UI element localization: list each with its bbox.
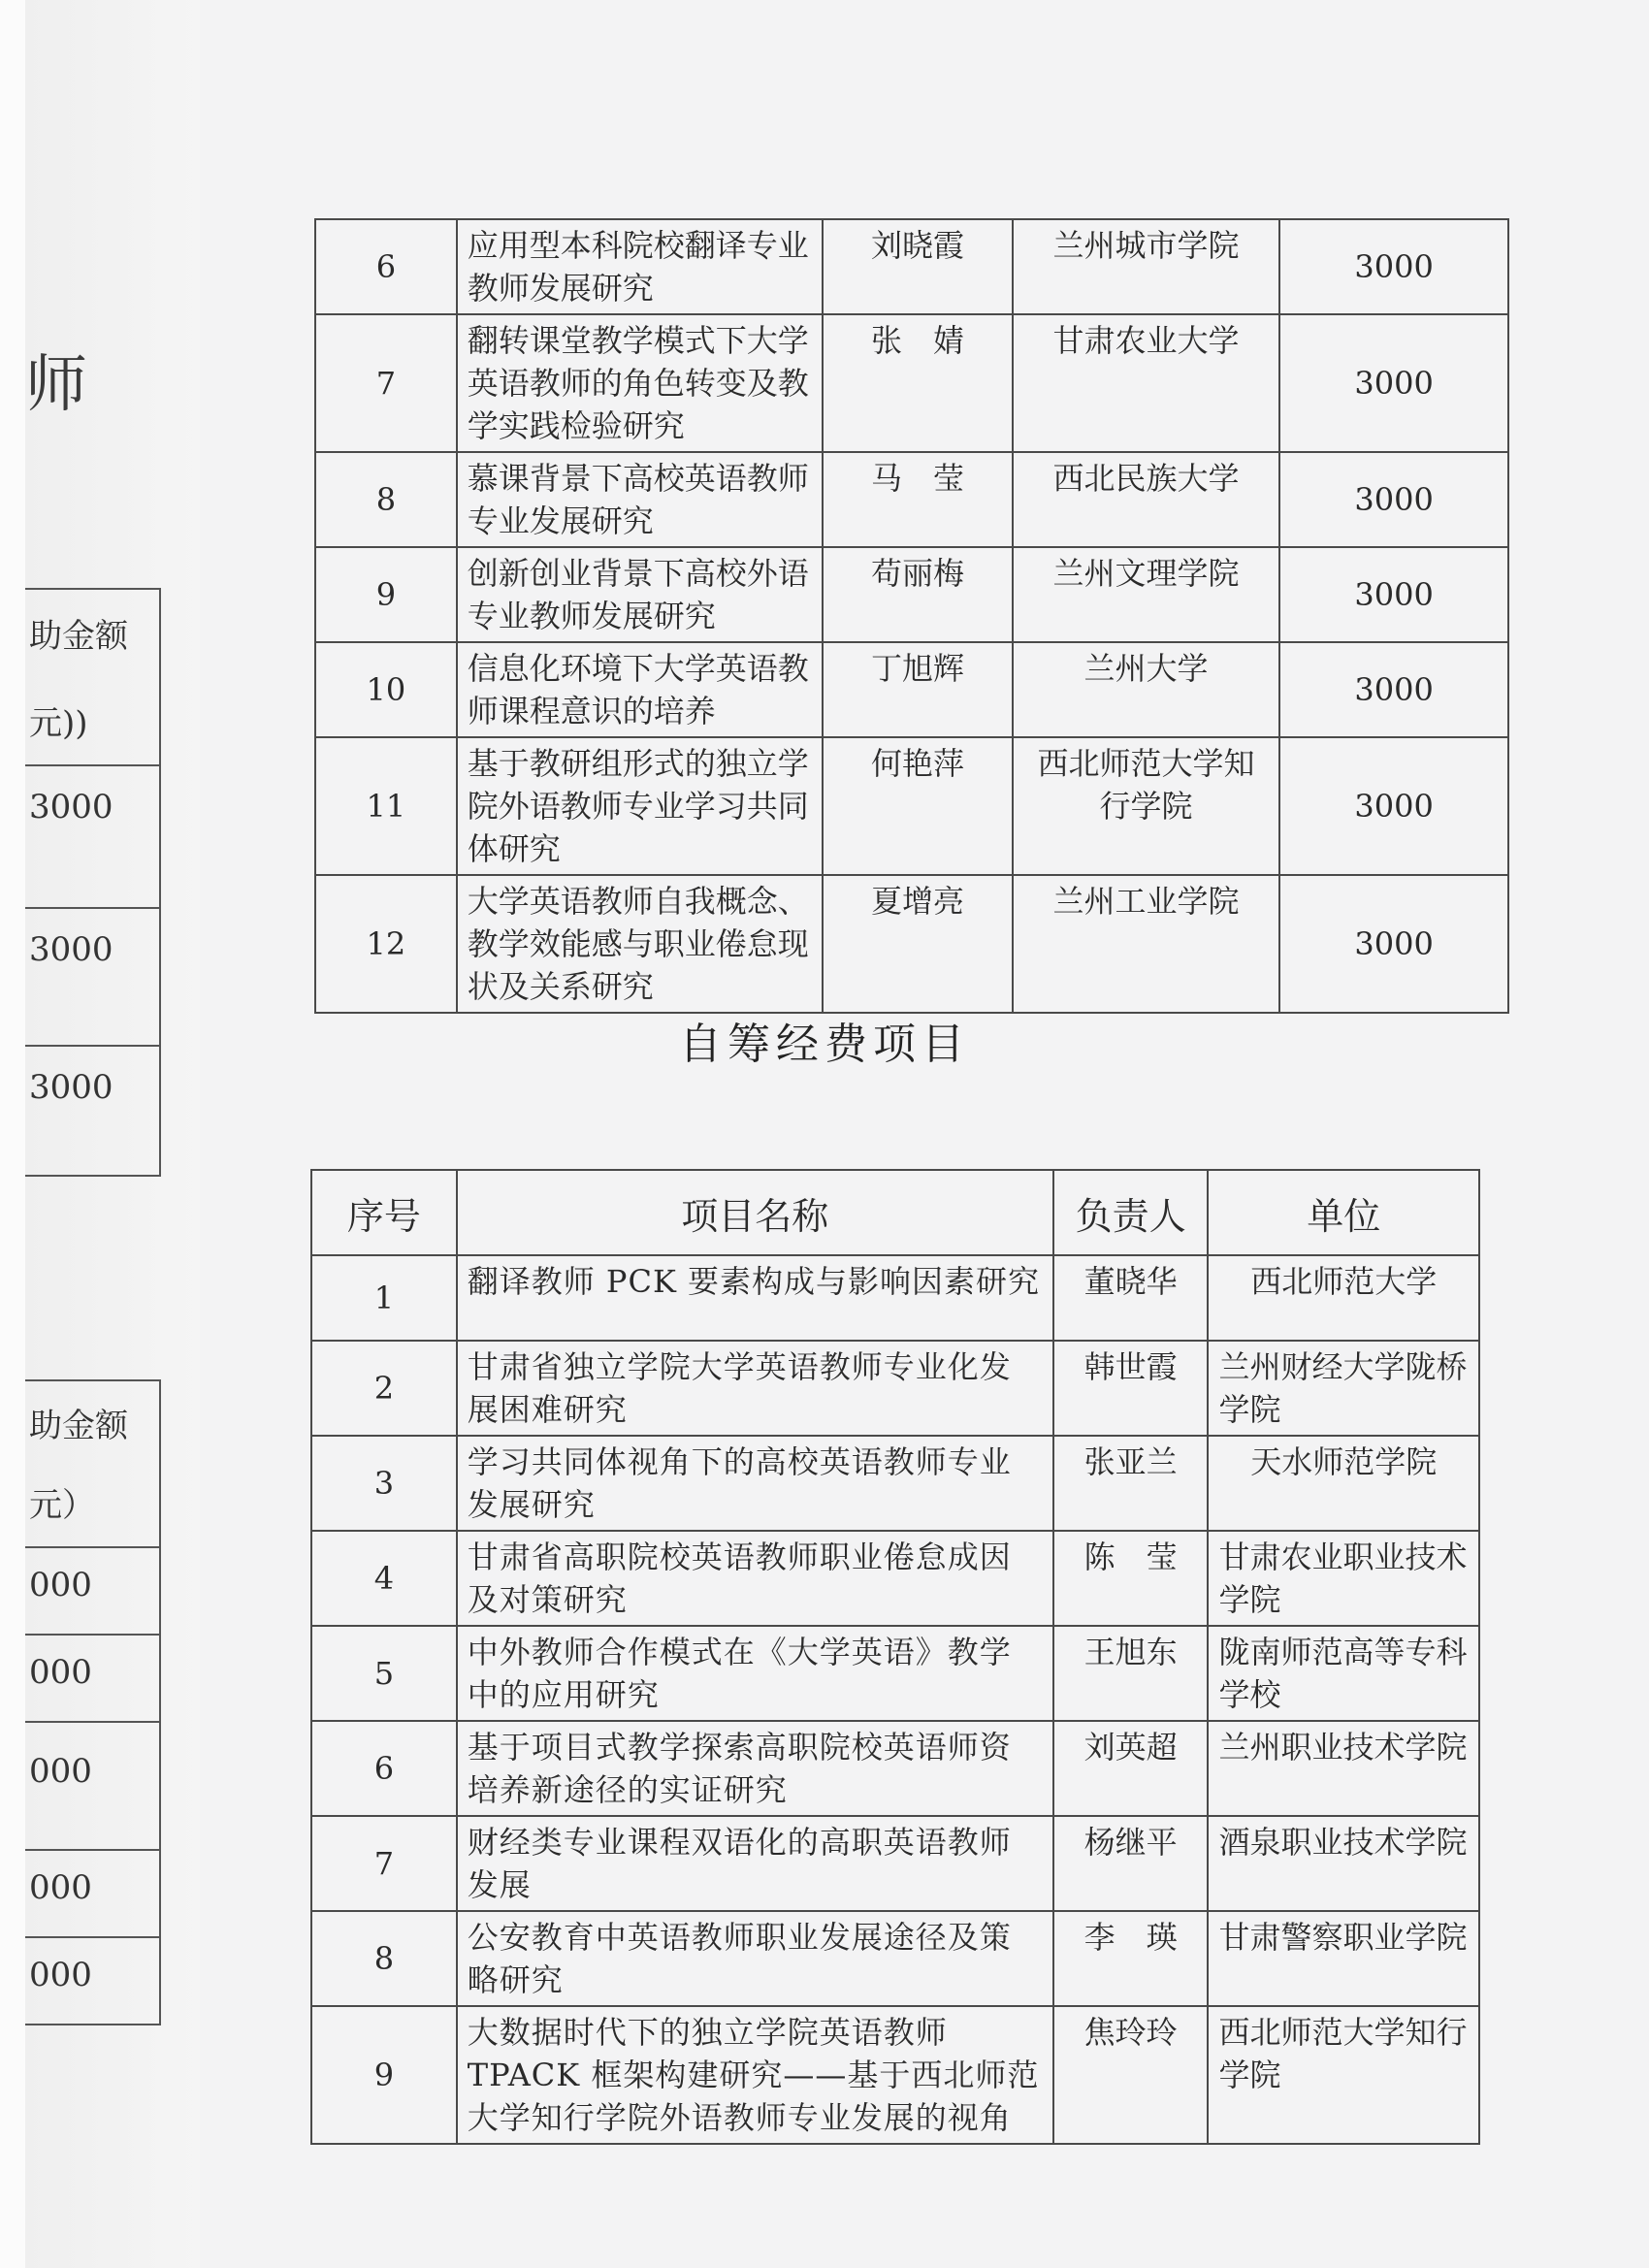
project-unit: 西北师范大学知行学院 bbox=[1208, 2006, 1479, 2144]
section-title: 自筹经费项目 bbox=[679, 1020, 970, 1069]
grant-amount: 3000 bbox=[1279, 219, 1508, 314]
project-unit: 甘肃农业大学 bbox=[1013, 314, 1279, 452]
row-number: 10 bbox=[315, 642, 457, 737]
grant-amount: 3000 bbox=[1279, 314, 1508, 452]
table-row bbox=[311, 1531, 1479, 1626]
project-leader: 刘晓霞 bbox=[823, 219, 1013, 314]
project-name: 财经类专业课程双语化的高职英语教师发展 bbox=[457, 1816, 1053, 1911]
table-row bbox=[311, 1626, 1479, 1721]
adjacent-cell-text: 助金额 bbox=[29, 617, 128, 656]
row-number: 8 bbox=[315, 452, 457, 547]
adjacent-cell bbox=[25, 590, 159, 766]
project-leader: 夏增亮 bbox=[823, 875, 1013, 1013]
grant-amount: 3000 bbox=[1279, 875, 1508, 1013]
project-unit: 西北师范大学 bbox=[1208, 1255, 1479, 1341]
project-leader: 李 瑛 bbox=[1053, 1911, 1209, 2006]
adjacent-table-b bbox=[25, 1379, 161, 2025]
row-number: 3 bbox=[311, 1436, 457, 1531]
table-row bbox=[311, 1721, 1479, 1816]
project-unit: 兰州职业技术学院 bbox=[1208, 1721, 1479, 1816]
project-name: 学习共同体视角下的高校英语教师专业发展研究 bbox=[457, 1436, 1053, 1531]
row-number: 9 bbox=[311, 2006, 457, 2144]
project-name: 应用型本科院校翻译专业教师发展研究 bbox=[457, 219, 823, 314]
project-leader: 刘英超 bbox=[1053, 1721, 1209, 1816]
project-name: 大数据时代下的独立学院英语教师 TPACK 框架构建研究——基于西北师范大学知行学院外语教师专业发展的视角 bbox=[457, 2006, 1053, 2144]
table-row bbox=[311, 1911, 1479, 2006]
project-unit: 陇南师范高等专科学校 bbox=[1208, 1626, 1479, 1721]
column-header-number: 序号 bbox=[311, 1170, 457, 1255]
adjacent-cell bbox=[25, 1381, 159, 1548]
row-number: 4 bbox=[311, 1531, 457, 1626]
project-leader: 丁旭辉 bbox=[823, 642, 1013, 737]
table-header-row bbox=[311, 1170, 1479, 1255]
adjacent-cell-text: 000 bbox=[29, 1868, 92, 1907]
project-name: 翻译教师 PCK 要素构成与影响因素研究 bbox=[457, 1255, 1053, 1341]
adjacent-cell-text: 元)) bbox=[29, 704, 88, 743]
adjacent-cell-text: 000 bbox=[29, 1752, 92, 1791]
table-row bbox=[311, 1436, 1479, 1531]
project-name: 中外教师合作模式在《大学英语》教学中的应用研究 bbox=[457, 1626, 1053, 1721]
project-name: 创新创业背景下高校外语专业教师发展研究 bbox=[457, 547, 823, 642]
table-row bbox=[315, 547, 1508, 642]
adjacent-cell bbox=[25, 1851, 159, 1938]
project-leader: 何艳萍 bbox=[823, 737, 1013, 875]
adjacent-cell-text: 元） bbox=[29, 1486, 95, 1525]
project-leader: 张 婧 bbox=[823, 314, 1013, 452]
project-leader: 董晓华 bbox=[1053, 1255, 1209, 1341]
row-number: 9 bbox=[315, 547, 457, 642]
adjacent-page-title-fragment: 师 bbox=[25, 349, 87, 421]
adjacent-cell-text: 000 bbox=[29, 1956, 92, 1994]
column-header-name: 项目名称 bbox=[457, 1170, 1053, 1255]
table-row bbox=[315, 452, 1508, 547]
project-unit: 甘肃警察职业学院 bbox=[1208, 1911, 1479, 2006]
project-leader: 焦玲玲 bbox=[1053, 2006, 1209, 2144]
adjacent-table-a bbox=[25, 588, 161, 1177]
table-row bbox=[311, 2006, 1479, 2144]
project-leader: 苟丽梅 bbox=[823, 547, 1013, 642]
row-number: 11 bbox=[315, 737, 457, 875]
project-leader: 韩世霞 bbox=[1053, 1341, 1209, 1436]
adjacent-cell bbox=[25, 766, 159, 909]
project-unit: 西北民族大学 bbox=[1013, 452, 1279, 547]
table-row bbox=[311, 1816, 1479, 1911]
grant-amount: 3000 bbox=[1279, 737, 1508, 875]
project-unit: 兰州财经大学陇桥学院 bbox=[1208, 1341, 1479, 1436]
grant-amount: 3000 bbox=[1279, 452, 1508, 547]
table-row bbox=[311, 1255, 1479, 1341]
adjacent-cell-text: 3000 bbox=[29, 1068, 113, 1107]
row-number: 8 bbox=[311, 1911, 457, 2006]
row-number: 7 bbox=[315, 314, 457, 452]
adjacent-cell-text: 3000 bbox=[29, 788, 113, 826]
project-unit: 酒泉职业技术学院 bbox=[1208, 1816, 1479, 1911]
column-header-leader: 负责人 bbox=[1053, 1170, 1209, 1255]
row-number: 5 bbox=[311, 1626, 457, 1721]
funded-projects-table bbox=[314, 218, 1509, 1014]
project-name: 基于教研组形式的独立学院外语教师专业学习共同体研究 bbox=[457, 737, 823, 875]
table-row bbox=[311, 1341, 1479, 1436]
project-name: 甘肃省独立学院大学英语教师专业化发展困难研究 bbox=[457, 1341, 1053, 1436]
page-edge bbox=[0, 0, 26, 2268]
project-name: 公安教育中英语教师职业发展途径及策略研究 bbox=[457, 1911, 1053, 2006]
project-unit: 西北师范大学知行学院 bbox=[1013, 737, 1279, 875]
project-leader: 张亚兰 bbox=[1053, 1436, 1209, 1531]
project-name: 翻转课堂教学模式下大学英语教师的角色转变及教学实践检验研究 bbox=[457, 314, 823, 452]
table-row bbox=[315, 737, 1508, 875]
grant-amount: 3000 bbox=[1279, 642, 1508, 737]
project-unit: 兰州城市学院 bbox=[1013, 219, 1279, 314]
adjacent-cell bbox=[25, 1548, 159, 1636]
adjacent-cell bbox=[25, 1723, 159, 1851]
project-unit: 天水师范学院 bbox=[1208, 1436, 1479, 1531]
table-row bbox=[315, 875, 1508, 1013]
project-unit: 甘肃农业职业技术学院 bbox=[1208, 1531, 1479, 1626]
adjacent-cell-text: 000 bbox=[29, 1653, 92, 1692]
column-header-unit: 单位 bbox=[1208, 1170, 1479, 1255]
adjacent-cell bbox=[25, 1636, 159, 1723]
table-row bbox=[315, 219, 1508, 314]
row-number: 12 bbox=[315, 875, 457, 1013]
project-name: 慕课背景下高校英语教师专业发展研究 bbox=[457, 452, 823, 547]
table-row bbox=[315, 314, 1508, 452]
project-name: 甘肃省高职院校英语教师职业倦怠成因及对策研究 bbox=[457, 1531, 1053, 1626]
project-unit: 兰州大学 bbox=[1013, 642, 1279, 737]
row-number: 6 bbox=[311, 1721, 457, 1816]
grant-amount: 3000 bbox=[1279, 547, 1508, 642]
project-leader: 马 莹 bbox=[823, 452, 1013, 547]
adjacent-cell-text: 3000 bbox=[29, 930, 113, 969]
table-row bbox=[315, 642, 1508, 737]
project-unit: 兰州工业学院 bbox=[1013, 875, 1279, 1013]
project-name: 大学英语教师自我概念、教学效能感与职业倦怠现状及关系研究 bbox=[457, 875, 823, 1013]
adjacent-cell-text: 助金额 bbox=[29, 1407, 128, 1445]
row-number: 6 bbox=[315, 219, 457, 314]
project-leader: 王旭东 bbox=[1053, 1626, 1209, 1721]
project-leader: 杨继平 bbox=[1053, 1816, 1209, 1911]
row-number: 7 bbox=[311, 1816, 457, 1911]
row-number: 1 bbox=[311, 1255, 457, 1341]
row-number: 2 bbox=[311, 1341, 457, 1436]
adjacent-cell bbox=[25, 1938, 159, 2024]
project-leader: 陈 莹 bbox=[1053, 1531, 1209, 1626]
project-name: 信息化环境下大学英语教师课程意识的培养 bbox=[457, 642, 823, 737]
adjacent-cell-text: 000 bbox=[29, 1566, 92, 1604]
project-name: 基于项目式教学探索高职院校英语师资培养新途径的实证研究 bbox=[457, 1721, 1053, 1816]
self-funded-projects-table bbox=[310, 1169, 1480, 2145]
project-unit: 兰州文理学院 bbox=[1013, 547, 1279, 642]
